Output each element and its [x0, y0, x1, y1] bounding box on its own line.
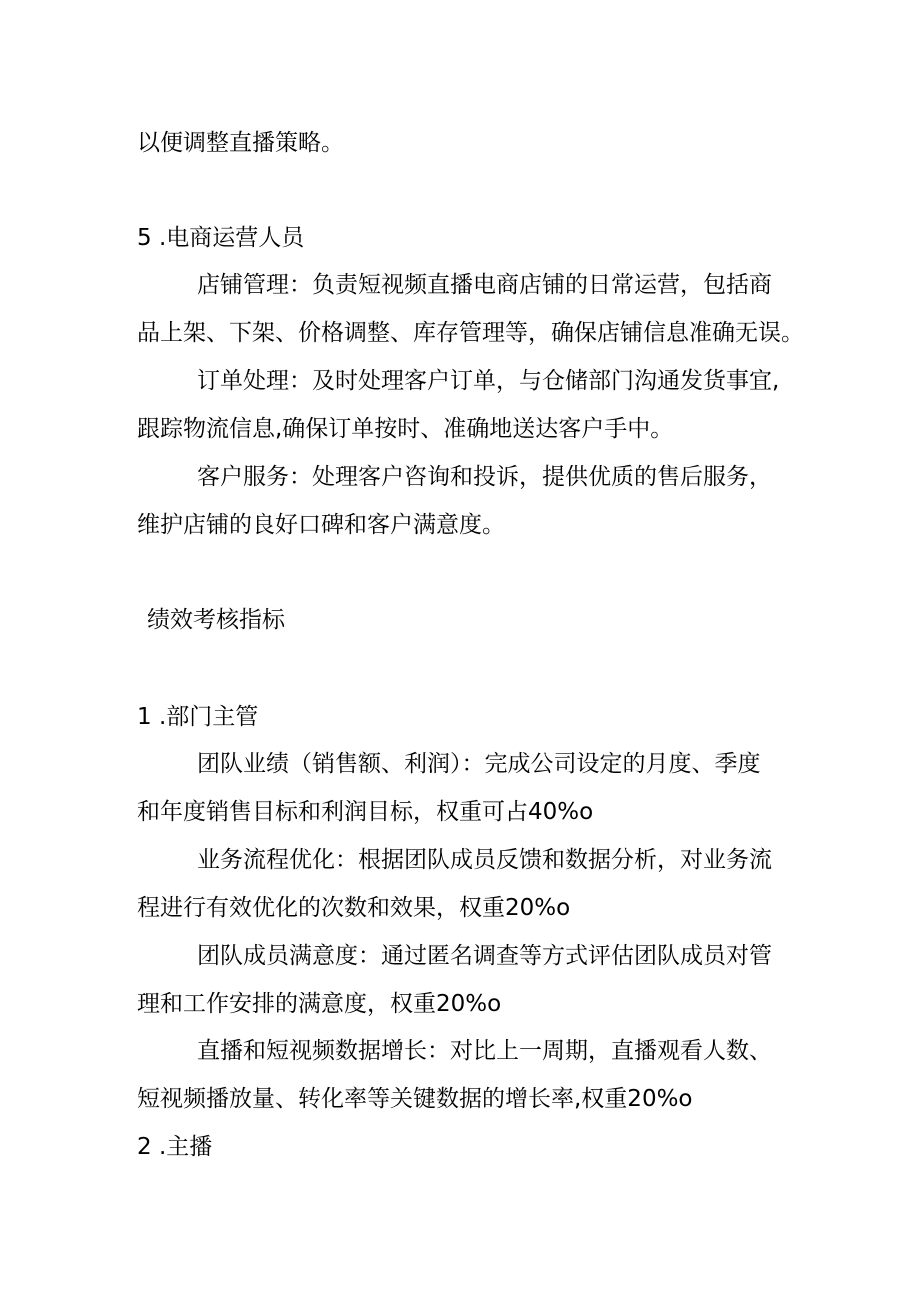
kpi-process-line-2: 程进行有效优化的次数和效果，权重20%o — [137, 895, 571, 921]
section-title-kpi: 绩效考核指标 — [147, 607, 285, 633]
kpi-growth-line-2: 短视频播放量、转化率等关键数据的增长率,权重20%o — [137, 1086, 693, 1112]
paragraph-service-line-1: 客户服务：处理客户咨询和投诉，提供优质的售后服务， — [197, 464, 772, 490]
intro-tail: 以便调整直播策略。 — [137, 130, 344, 156]
paragraph-store-line-1: 店铺管理：负责短视频直播电商店铺的日常运营，包括商 — [197, 272, 772, 298]
kpi-satisfaction-line-2: 理和工作安排的满意度，权重20%o — [137, 991, 502, 1017]
section-heading-ecommerce: 5 .电商运营人员 — [137, 225, 305, 251]
paragraph-service-line-2: 维护店铺的良好口碑和客户满意度。 — [137, 512, 505, 538]
kpi-heading-host: 2 .主播 — [137, 1134, 213, 1160]
paragraph-orders-line-1: 订单处理：及时处理客户订单，与仓储部门沟通发货事宜, — [197, 368, 780, 394]
kpi-satisfaction-line-1: 团队成员满意度：通过匿名调查等方式评估团队成员对管 — [197, 943, 772, 969]
kpi-growth-line-1: 直播和短视频数据增长：对比上一周期，直播观看人数、 — [197, 1038, 772, 1064]
kpi-team-performance-line-1: 团队业绩（销售额、利润）：完成公司设定的月度、季度 — [197, 751, 761, 777]
paragraph-orders-line-2: 跟踪物流信息,确保订单按时、准确地送达客户手中。 — [137, 416, 674, 442]
kpi-heading-manager: 1 .部门主管 — [137, 704, 259, 730]
kpi-team-performance-line-2: 和年度销售目标和利润目标，权重可占40%o — [137, 799, 594, 825]
kpi-process-line-1: 业务流程优化：根据团队成员反馈和数据分析，对业务流 — [197, 847, 772, 873]
paragraph-store-line-2: 品上架、下架、价格调整、库存管理等，确保店铺信息准确无误。 — [137, 320, 804, 346]
